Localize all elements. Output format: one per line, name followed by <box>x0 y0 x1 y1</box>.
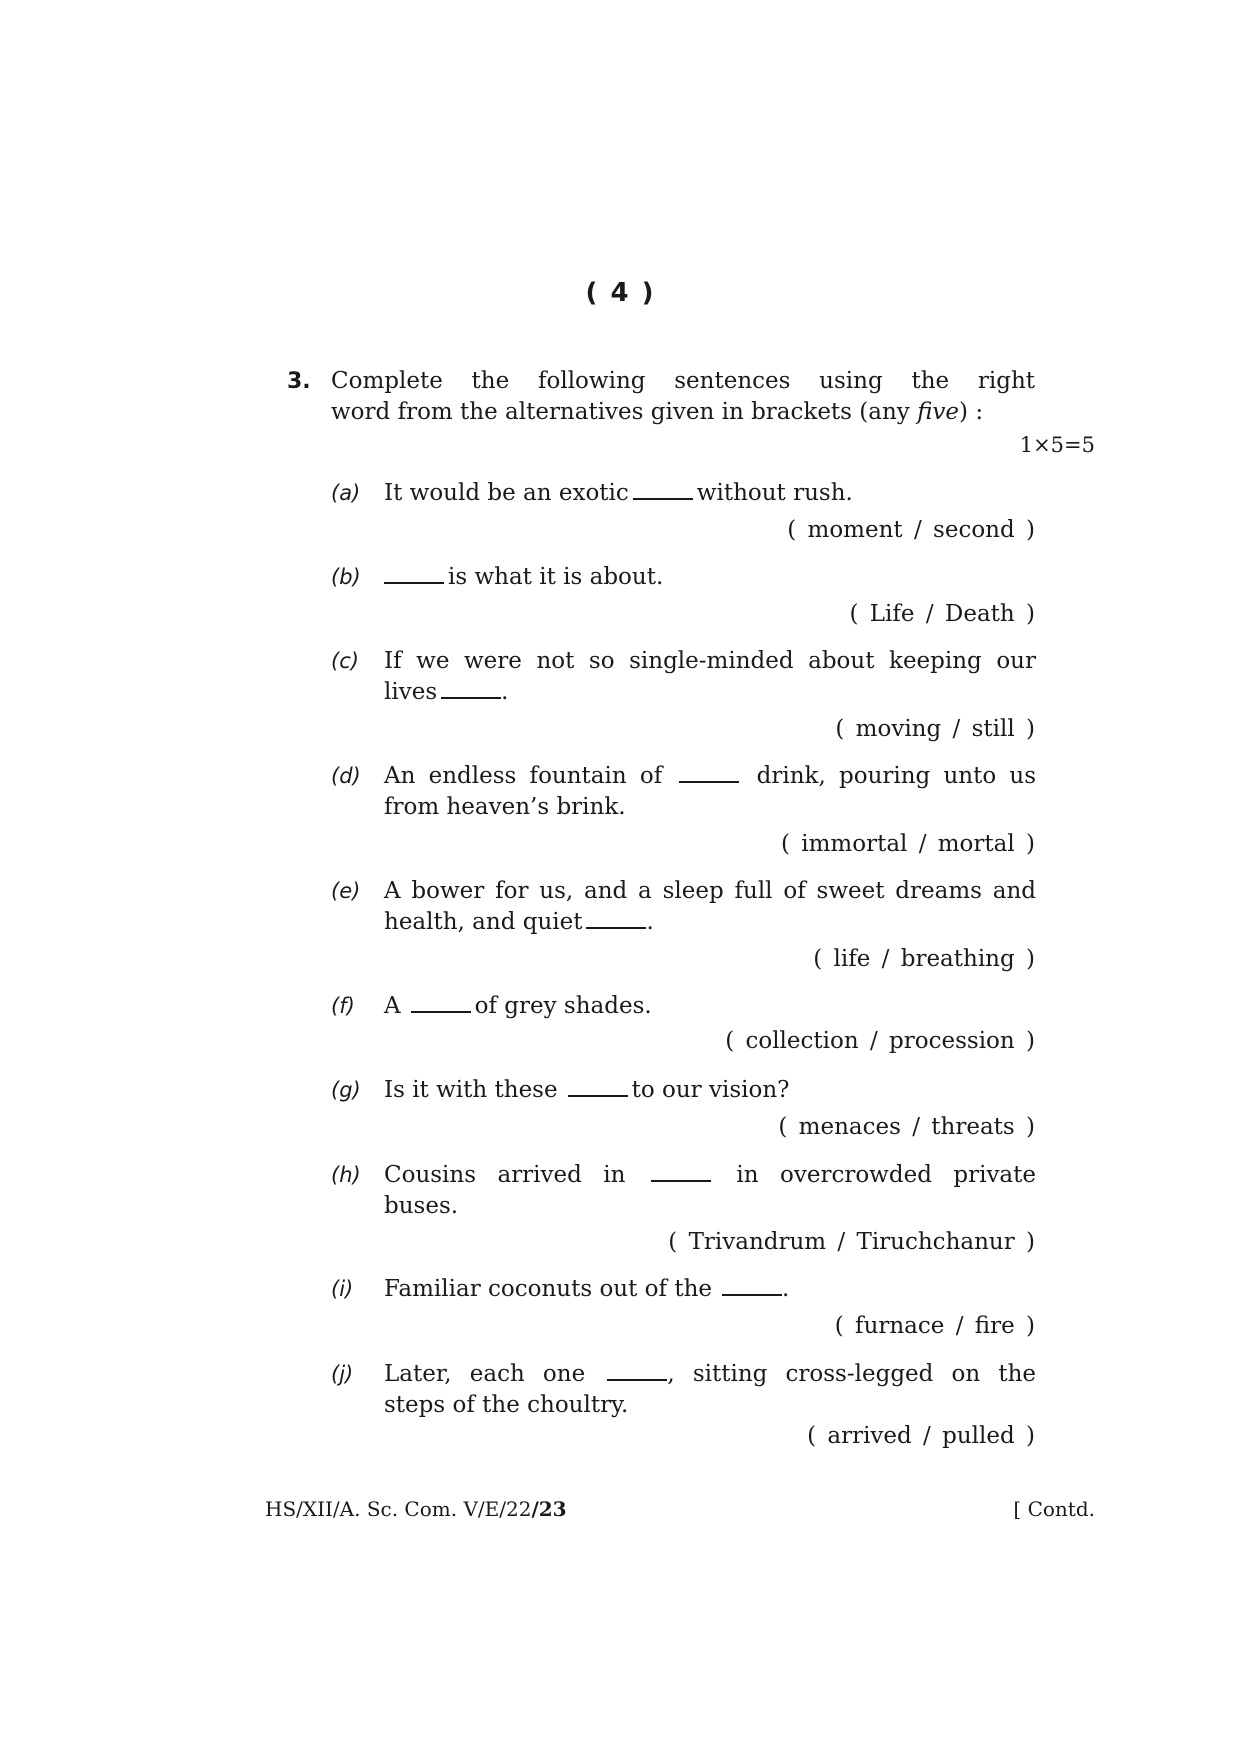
sentence-line-1: A bower for us, and a sleep full of sweet dreams and <box>384 878 1036 904</box>
sentence-line-2: buses. <box>384 1193 459 1219</box>
paper-code-number: /23 <box>531 1497 567 1521</box>
item-letter: (j) <box>331 1362 354 1386</box>
sentence-end: in overcrowded private <box>736 1162 1037 1188</box>
sentence-start: Cousins arrived in <box>384 1162 626 1188</box>
item-sentence <box>384 876 1036 938</box>
sentence-line-2: steps of the choultry. <box>384 1392 629 1418</box>
answer-blank <box>384 582 444 584</box>
sentence-line-1 <box>384 761 1036 792</box>
answer-blank <box>586 927 646 929</box>
sentence-line-2: from heaven’s brink. <box>384 794 626 820</box>
question-instruction <box>331 366 1035 428</box>
item-letter: (b) <box>331 565 361 589</box>
item-letter: (f) <box>331 994 355 1018</box>
sentence-start: health, and quiet <box>384 909 583 935</box>
item-options: ( life / breathing ) <box>813 946 1035 972</box>
sentence-line-2 <box>384 907 1036 938</box>
question-number: 3. <box>287 369 311 394</box>
question-line-2-end: ) : <box>959 399 984 425</box>
item-sentence <box>384 646 1036 708</box>
item-letter: (h) <box>331 1163 361 1187</box>
item-sentence <box>384 478 1036 509</box>
item-options: ( Life / Death ) <box>849 601 1035 627</box>
item-options: ( arrived / pulled ) <box>807 1423 1035 1449</box>
item-options: ( Trivandrum / Tiruchchanur ) <box>668 1229 1035 1255</box>
sentence-start: Familiar coconuts out of the <box>384 1276 712 1302</box>
sentence-start: Is it with these <box>384 1077 558 1103</box>
page-number: ( 4 ) <box>585 278 656 308</box>
question-emphasis: five <box>917 399 960 425</box>
sentence-start: Later, each one <box>384 1361 586 1387</box>
sentence-start: An endless fountain of <box>384 763 663 789</box>
sentence-end: . <box>501 679 509 705</box>
sentence-end: without rush. <box>696 480 853 506</box>
sentence-end: is what it is about. <box>448 564 664 590</box>
question-line-2 <box>331 397 1035 428</box>
answer-blank <box>568 1095 628 1097</box>
item-options: ( moving / still ) <box>835 716 1035 742</box>
item-options: ( immortal / mortal ) <box>780 831 1035 857</box>
sentence-end: , sitting cross-legged on the <box>667 1361 1037 1387</box>
marks-allocation: 1×5=5 <box>1019 433 1095 457</box>
item-letter: (a) <box>331 481 361 505</box>
answer-blank <box>441 697 501 699</box>
item-sentence <box>384 1160 1036 1222</box>
footer-contd: [ Contd. <box>1013 1497 1095 1521</box>
sentence-start: lives <box>384 679 438 705</box>
question-line-1: Complete the following sentences using the right <box>331 368 1035 394</box>
item-letter: (g) <box>331 1078 361 1102</box>
sentence-line-1 <box>384 1359 1036 1390</box>
item-options: ( moment / second ) <box>787 517 1035 543</box>
sentence-start: It would be an exotic <box>384 480 629 506</box>
item-letter: (c) <box>331 649 359 673</box>
item-sentence <box>384 1274 1036 1305</box>
item-sentence <box>384 991 1036 1022</box>
item-letter: (i) <box>331 1277 354 1301</box>
sentence-end: drink, pouring unto us <box>756 763 1037 789</box>
item-sentence <box>384 562 1036 593</box>
sentence-end: . <box>782 1276 790 1302</box>
footer-paper-code <box>265 1497 567 1521</box>
paper-code: HS/XII/A. Sc. Com. V/E/22 <box>265 1497 532 1521</box>
item-sentence <box>384 761 1036 823</box>
item-letter: (d) <box>331 764 361 788</box>
sentence-line-2 <box>384 677 1036 708</box>
sentence-line-1: If we were not so single-minded about keeping our <box>384 648 1036 674</box>
item-sentence <box>384 1075 1036 1106</box>
item-letter: (e) <box>331 879 361 903</box>
answer-blank <box>679 781 739 783</box>
item-options: ( collection / procession ) <box>725 1028 1035 1054</box>
answer-blank <box>607 1379 667 1381</box>
answer-blank <box>633 498 693 500</box>
sentence-line-1 <box>384 1160 1036 1191</box>
answer-blank <box>411 1011 471 1013</box>
sentence-end: . <box>646 909 654 935</box>
sentence-end: to our vision? <box>631 1077 790 1103</box>
item-sentence <box>384 1359 1036 1421</box>
item-options: ( menaces / threats ) <box>778 1114 1035 1140</box>
sentence-end: of grey shades. <box>474 993 652 1019</box>
answer-blank <box>722 1294 782 1296</box>
sentence-start: A <box>384 993 401 1019</box>
question-line-2-text: word from the alternatives given in brackets (any <box>331 399 918 425</box>
item-options: ( furnace / fire ) <box>834 1313 1035 1339</box>
answer-blank <box>651 1180 711 1182</box>
